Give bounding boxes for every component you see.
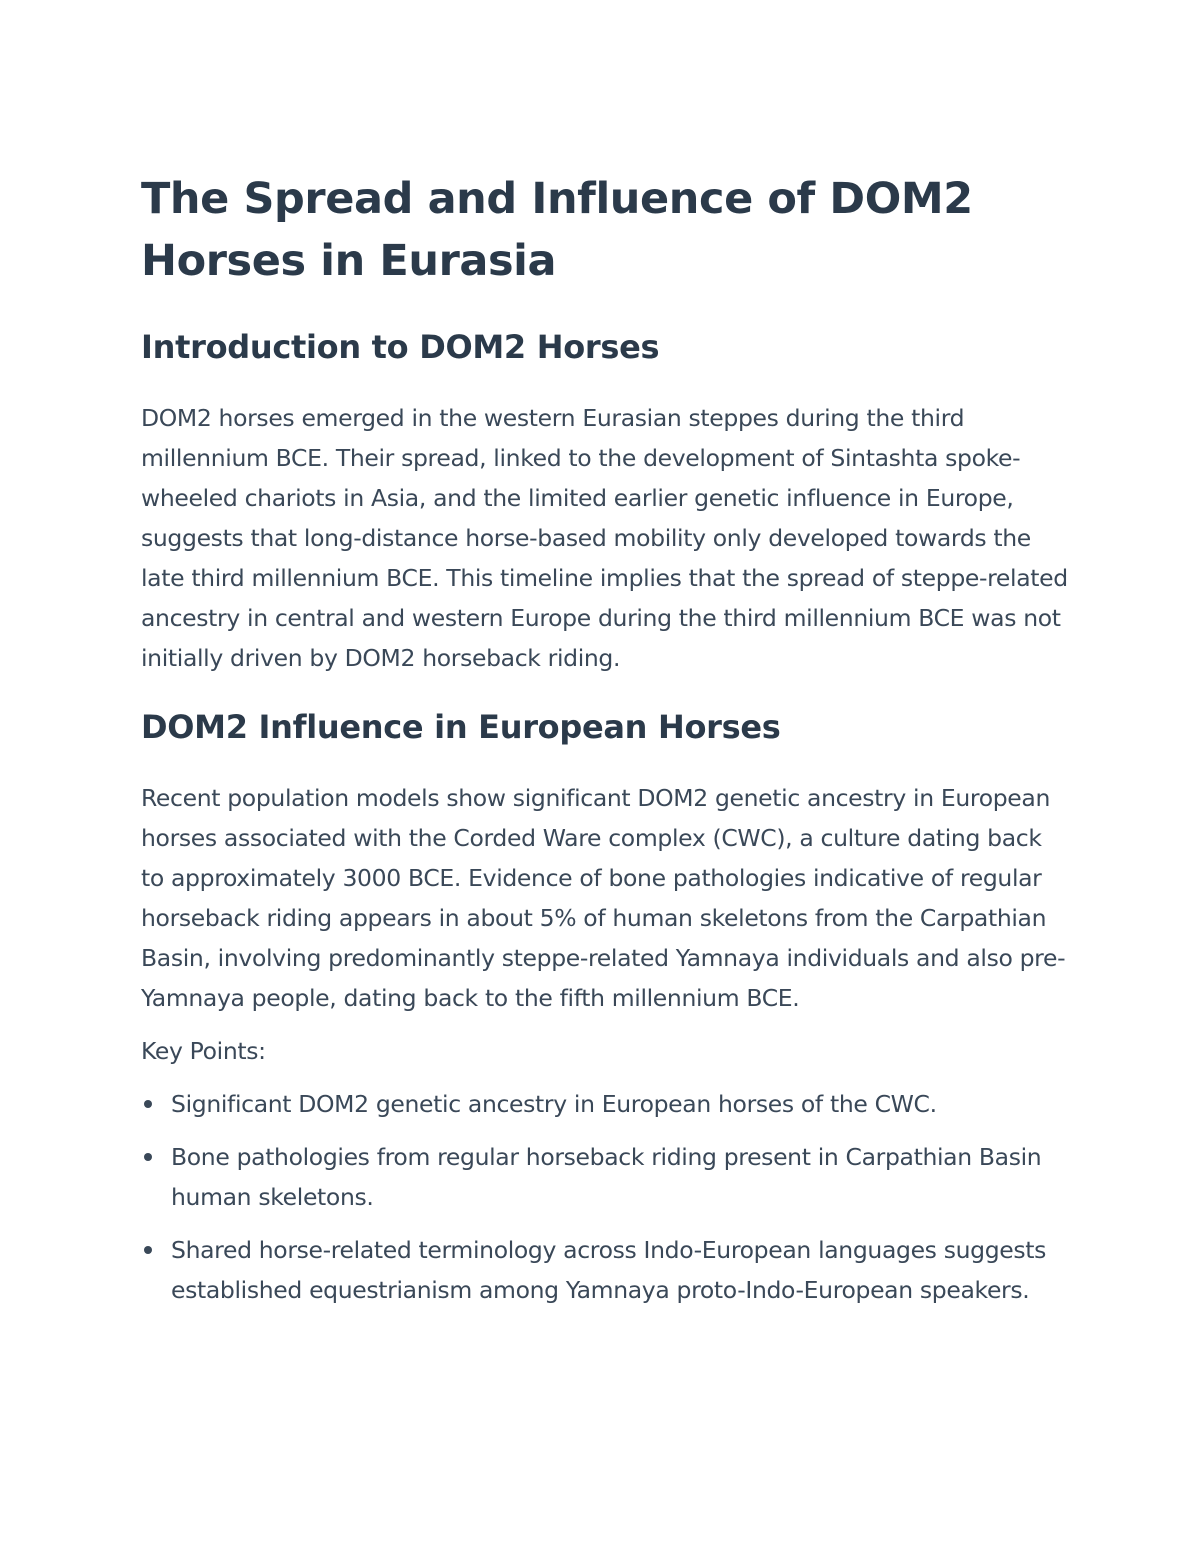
list-item xyxy=(141,1084,1071,1124)
document-page xyxy=(141,168,1071,1323)
section-heading-introduction: Introduction to DOM2 Horses xyxy=(141,328,660,366)
section-paragraph-european-influence: Recent population models show significant DOM2 genetic ancestry in European horses associated with the Corded Ware complex (CWC), a culture dating back to approximately 3000 BCE. Evidence of bone pathologies indicative of regular horseback riding appears in about 5% of human skeletons from the Carpathian Basin, involving predominantly steppe-related Yamnaya individuals and also pre-Yamnaya people, dating back to the fifth millennium BCE. xyxy=(141,784,1066,1012)
list-item xyxy=(141,1137,1071,1217)
list-item-text: Significant DOM2 genetic ancestry in European horses of the CWC. xyxy=(171,1090,937,1118)
bullet-dot-icon xyxy=(144,1153,152,1161)
list-item xyxy=(141,1230,1071,1310)
bullet-dot-icon xyxy=(144,1100,152,1108)
section-paragraph-introduction: DOM2 horses emerged in the western Eurasian steppes during the third millennium BCE. Their spread, linked to the development of Sintashta spoke-wheeled chariots in Asia, and the limited earlier genetic influence in Europe, suggests that long-distance horse-based mobility only developed towards the late third millennium BCE. This timeline implies that the spread of steppe-related ancestry in central and western Europe during the third millennium BCE was not initially driven by DOM2 horseback riding. xyxy=(141,404,1068,672)
section-heading-european-influence: DOM2 Influence in European Horses xyxy=(141,708,781,746)
key-points-list xyxy=(141,1084,1071,1310)
list-item-text: Shared horse-related terminology across Indo-European languages suggests established equestrianism among Yamnaya proto-Indo-European speakers. xyxy=(171,1236,1047,1304)
bullet-dot-icon xyxy=(144,1246,152,1254)
document-title: The Spread and Influence of DOM2 Horses in Eurasia xyxy=(141,174,973,286)
list-item-text: Bone pathologies from regular horseback riding present in Carpathian Basin human skeletons. xyxy=(171,1143,1042,1211)
key-points-label: Key Points: xyxy=(141,1037,266,1065)
